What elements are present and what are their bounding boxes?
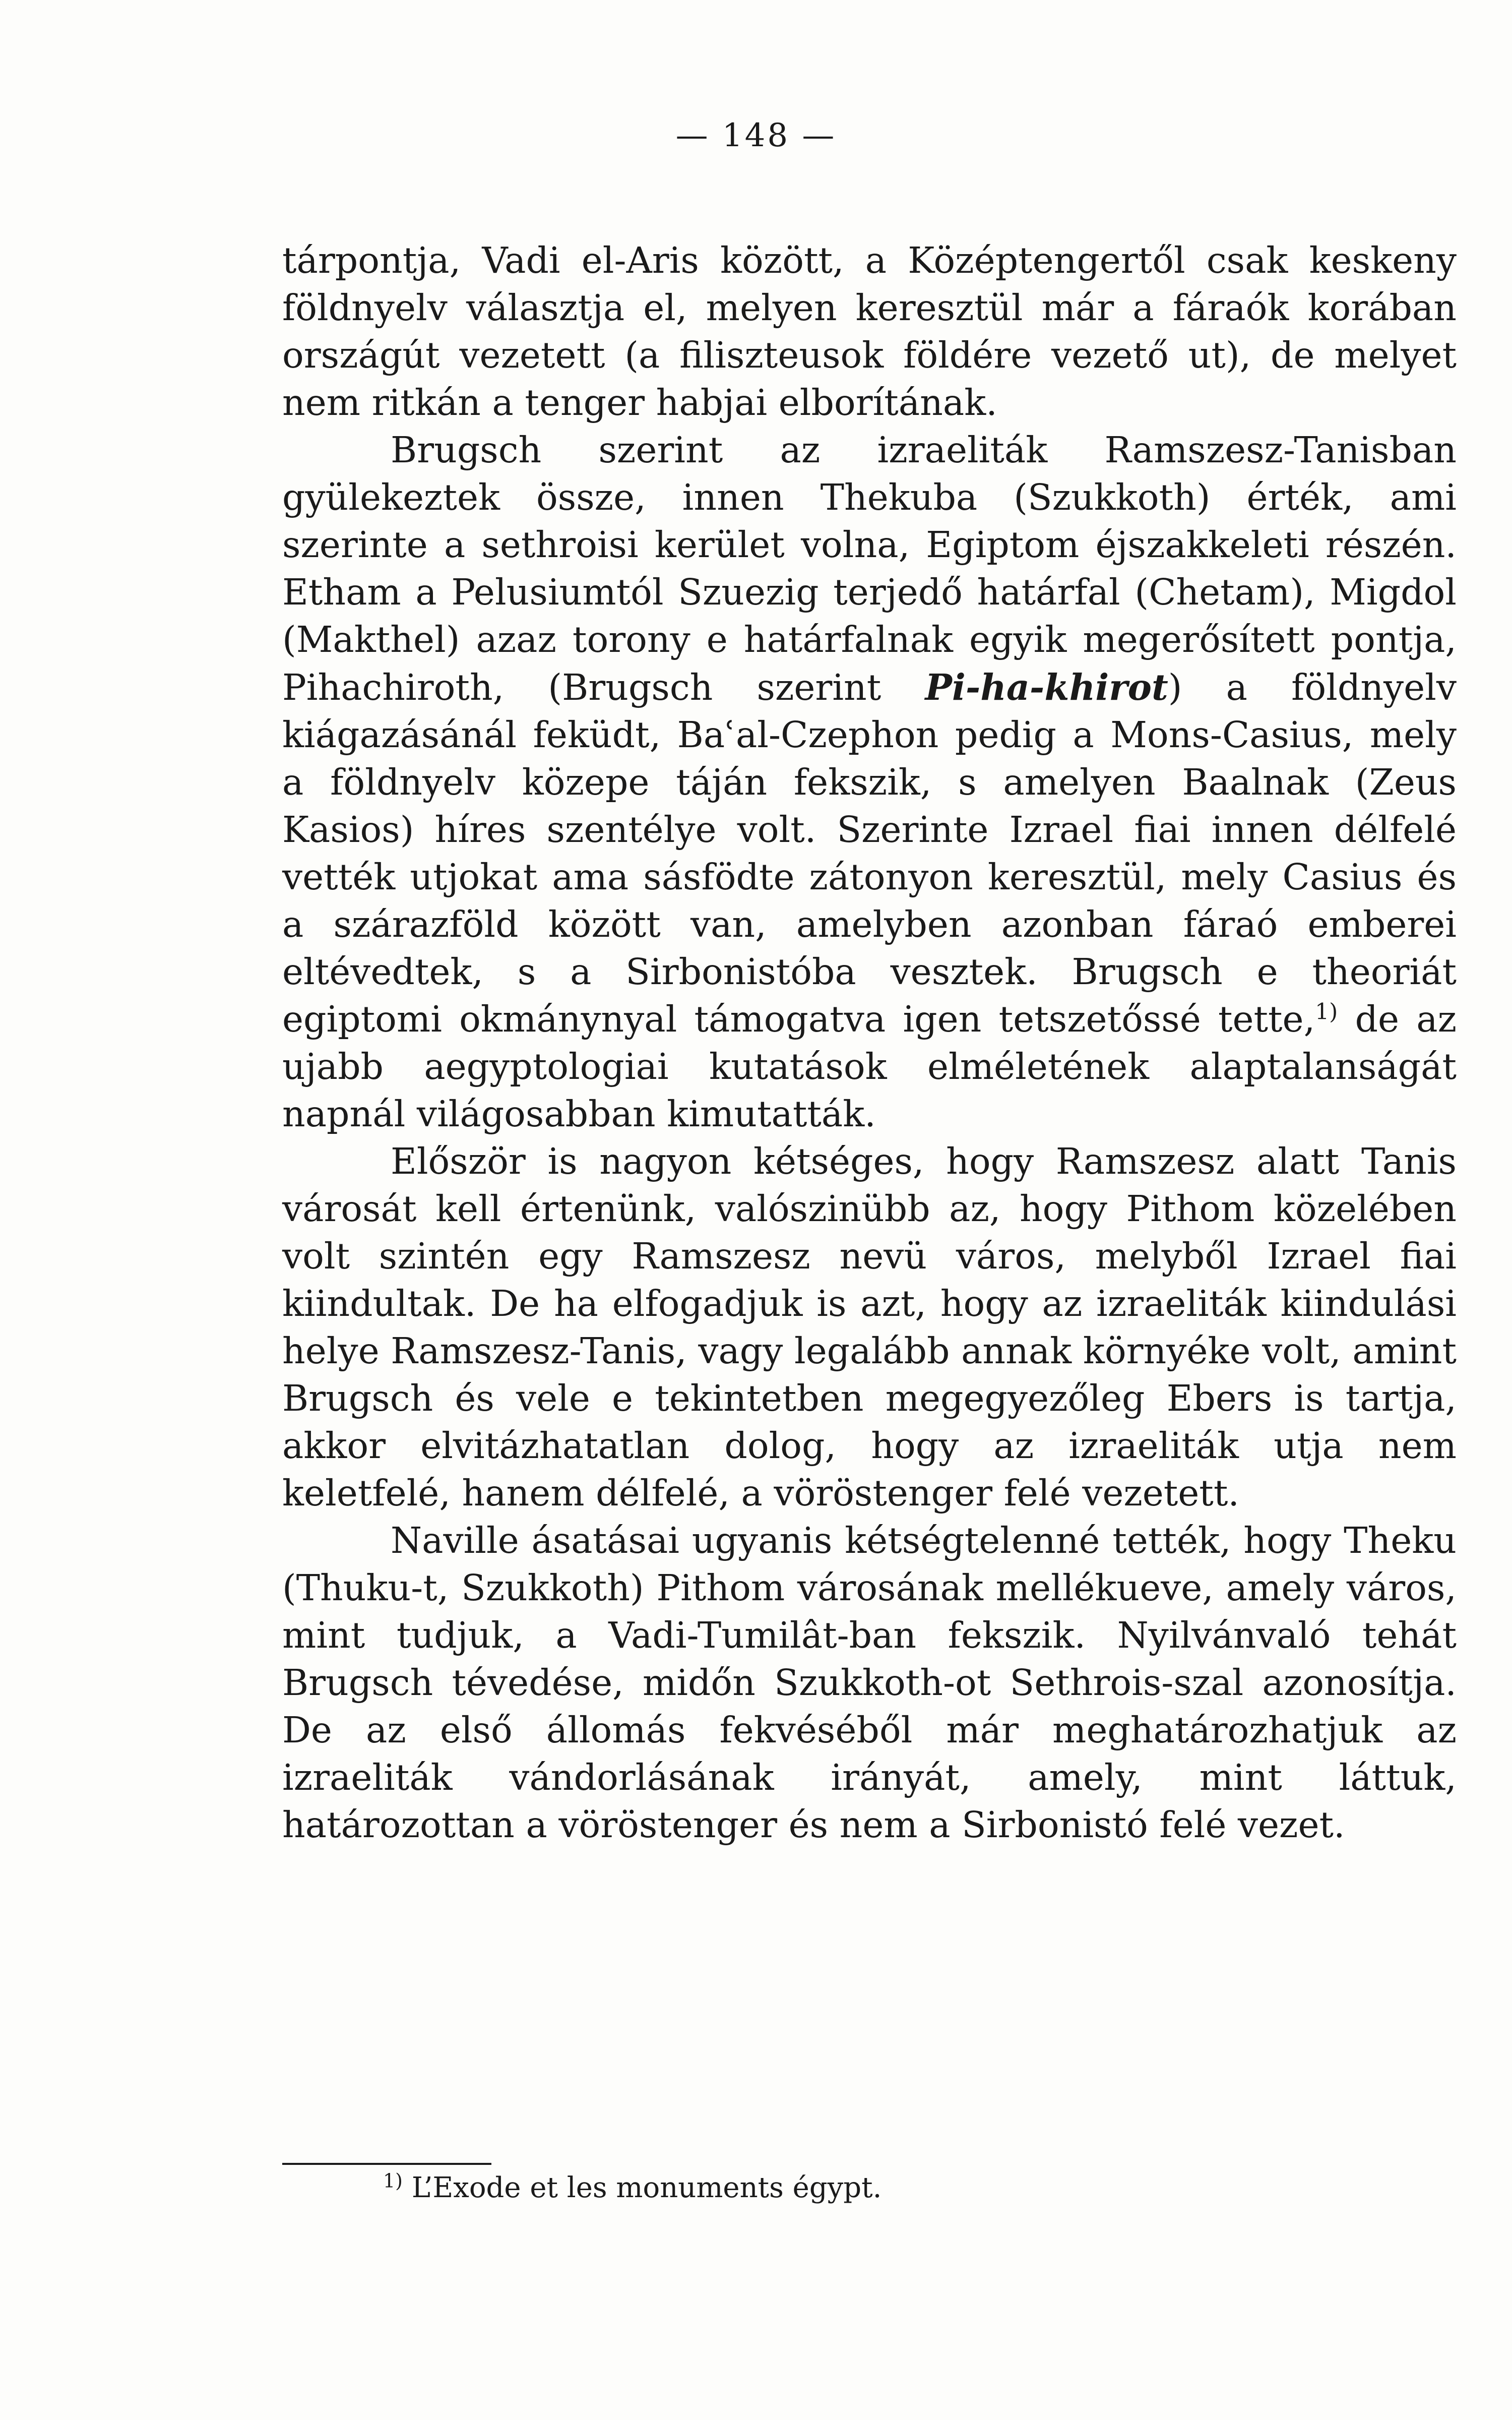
paragraph	[282, 237, 1457, 427]
paragraph	[282, 1517, 1457, 1849]
paragraph-text: tárpontja, Vadi el-Aris között, a Középtengertől csak keskeny földnyelv választja el, melyen keresztül már a fáraók korában országút vezetett (a filiszteusok földére vezető ut), de melyet nem ritkán a tenger habjai elborítának.	[282, 239, 1457, 424]
paragraph-text: ) a földnyelv kiágazásánál feküdt, Baʿal-Czephon pedig a Mons-Casius, mely a földnyelv közepe táján fekszik, s amelyen Baalnak (Zeus Kasios) híres szentélye volt. Szerinte Izrael fiai innen délfelé vették utjokat ama sásfödte zátonyon keresztül, mely Casius és a szárazföld között van, amelyben azonban fáraó emberei eltévedtek, s a Sirbonistóba vesztek. Brugsch e theoriát egiptomi okmánynyal támogatva igen tetszetőssé tette,	[282, 667, 1457, 1040]
paragraph-text: Brugsch szerint az izraeliták Ramszesz-Tanisban gyülekeztek össze, innen Thekuba (Szukkoth) érték, ami szerinte a sethroisi kerület volna, Egiptom éjszakkeleti részén. Etham a Pelusiumtól Szuezig terjedő határfal (Chetam), Migdol (Makthel) azaz torony e határfalnak egyik megerősített pontja, Pihachiroth, (Brugsch szerint	[282, 429, 1457, 708]
paragraph	[282, 1138, 1457, 1517]
footnote-reference: 1)	[1315, 999, 1338, 1025]
paragraph-text: de az ujabb aegyptologiai kutatások elméletének alaptalanságát napnál világosabban kimutatták.	[282, 998, 1457, 1135]
footnote	[383, 2168, 881, 2208]
paragraph	[282, 427, 1457, 1138]
body-text	[282, 237, 1457, 1849]
footnote-text: L’Exode et les monuments égypt.	[403, 2171, 882, 2204]
paragraph-text: Naville ásatásai ugyanis kétségtelenné tették, hogy Theku (Thuku-t, Szukkoth) Pithom városának mellékueve, amely város, mint tudjuk, a Vadi-Tumilât-ban fekszik. Nyilvánvaló tehát Brugsch tévedése, midőn Szukkoth-ot Sethrois-szal azonosítja. De az első állomás fekvéséből már meghatározhatjuk az izraeliták vándorlásának irányát, amely, mint láttuk, határozottan a vöröstenger és nem a Sirbonistó felé vezet.	[282, 1520, 1457, 1846]
page-number: — 148 —	[675, 117, 837, 154]
paragraph-text: Először is nagyon kétséges, hogy Ramszesz alatt Tanis városát kell értenünk, valószinübb az, hogy Pithom közelében volt szintén egy Ramszesz nevü város, melyből Izrael fiai kiindultak. De ha elfogadjuk is azt, hogy az izraeliták kiindulási helye Ramszesz-Tanis, vagy legalább annak környéke volt, amint Brugsch és vele e tekintetben megegyezőleg Ebers is tartja, akkor elvitázhatatlan dolog, hogy az izraeliták utja nem keletfelé, hanem délfelé, a vöröstenger felé vezetett.	[282, 1140, 1457, 1514]
footnote-marker: 1)	[383, 2169, 403, 2192]
footnote-divider	[282, 2163, 491, 2165]
italic-term: Pi-ha-khirot	[925, 666, 1168, 708]
